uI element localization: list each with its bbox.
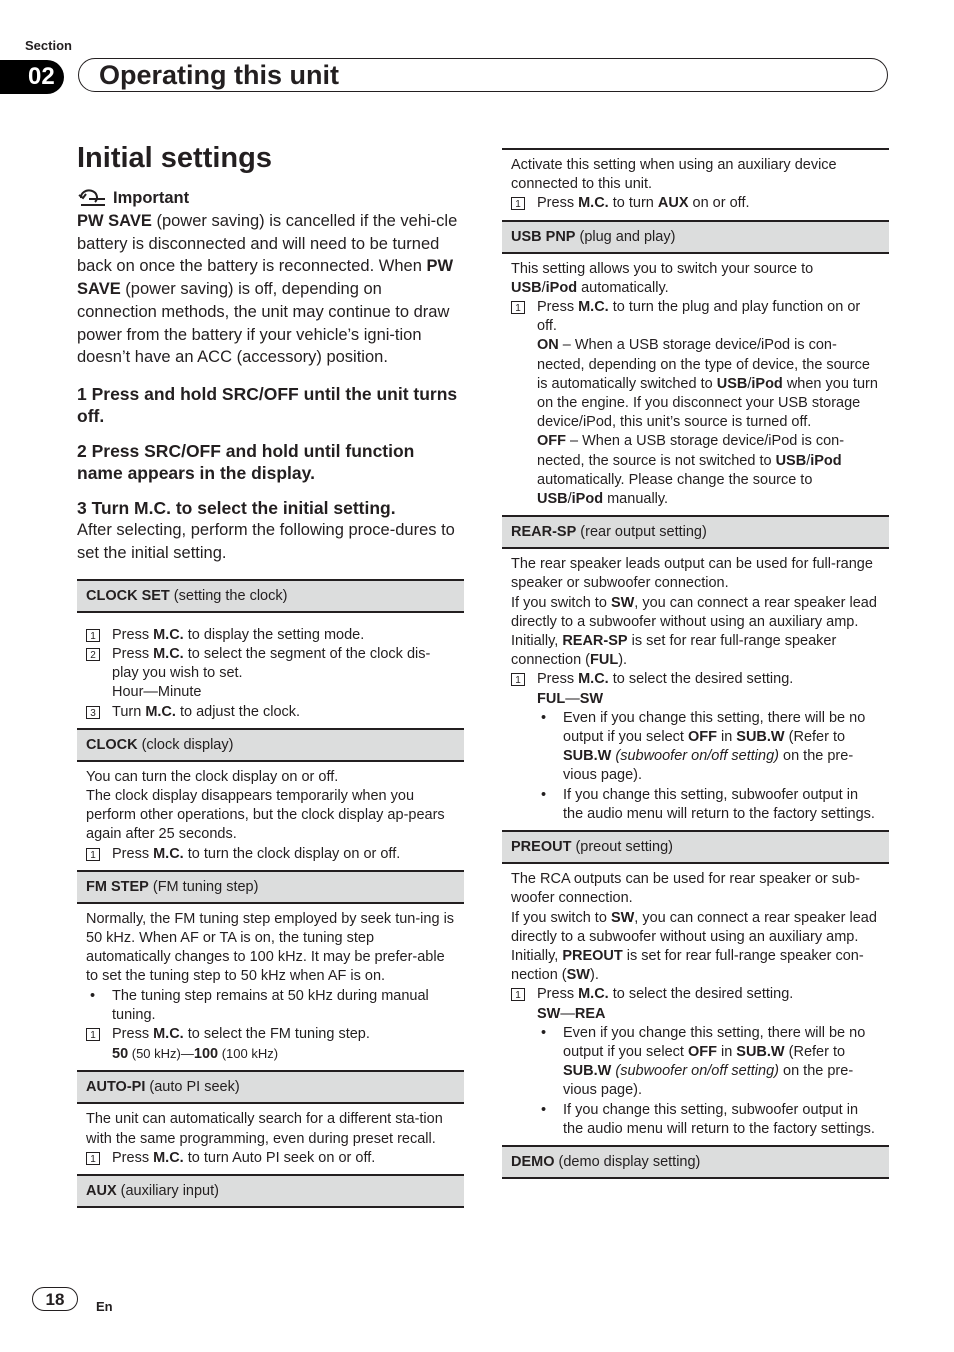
- bullet: •: [541, 1024, 547, 1041]
- clock-set-header: CLOCK SET (setting the clock): [77, 581, 464, 613]
- step-number: 1: [511, 988, 525, 1001]
- preout-body: The RCA outputs can be used for rear speaker or sub-woofer connection. If you switch to SW, you can connect a rear speaker lead directly to a subwoofer without using an auxiliary amp. Initially, PREOUT is set for rear full-range speaker con-nection (SW). 1 Press M.C. to select the desired setting. SW—REA • Even if you change this setting, there will be no output if you select OFF in SUB.W (Refer to SUB.W (subwoofer on/off setting) on the pre-vious page). • If you change this setting, subwoofer output in the audio menu will return to the factory settings.: [502, 864, 889, 1147]
- aux-body: Activate this setting when using an auxiliary device connected to this unit. 1 Press M.C. to turn AUX on or off.: [502, 150, 889, 222]
- section-label: Section: [25, 38, 72, 53]
- bullet: •: [541, 786, 547, 803]
- step-3-description: After selecting, perform the following proce-dures to set the initial setting.: [77, 521, 455, 563]
- chapter-title: Operating this unit: [99, 60, 339, 90]
- step-number: 1: [86, 629, 100, 642]
- step-number: 2: [86, 648, 100, 661]
- chapter-header: [78, 58, 888, 92]
- fm-step-header: FM STEP (FM tuning step): [77, 872, 464, 904]
- page-number: 18: [32, 1287, 78, 1311]
- important-icon: [77, 188, 107, 208]
- language-label: En: [96, 1299, 113, 1314]
- step-number: 1: [86, 1152, 100, 1165]
- clock-set-body: 1 Press M.C. to display the setting mode. 2 Press M.C. to select the segment of the clock dis-play you wish to set. Hour—Minute 3 Turn M.C. to adjust the clock.: [77, 613, 464, 730]
- settings-table-right: [502, 148, 889, 1179]
- step-1: 1 Press and hold SRC/OFF until the unit turns off.: [77, 383, 458, 427]
- step-number: 1: [511, 673, 525, 686]
- step-number: 1: [511, 197, 525, 210]
- important-heading: [77, 188, 464, 208]
- settings-table-left: [77, 579, 464, 1208]
- rear-sp-body: The rear speaker leads output can be used for full-range speaker or subwoofer connection. If you switch to SW, you can connect a rear speaker lead directly to a subwoofer without using an auxiliary amp. Initially, REAR-SP is set for rear full-range speaker connection (FUL). 1 Press M.C. to select the desired setting. FUL—SW • Even if you change this setting, there will be no output if you select OFF in SUB.W (Refer to SUB.W (subwoofer on/off setting) on the pre-vious page). • If you change this setting, subwoofer output in the audio menu will return to the factory settings.: [502, 549, 889, 832]
- auto-pi-body: The unit can automatically search for a different sta-tion with the same programming, even during preset recall. 1 Press M.C. to turn Auto PI seek on or off.: [77, 1104, 464, 1176]
- rear-sp-header: REAR-SP (rear output setting): [502, 517, 889, 549]
- usb-pnp-body: This setting allows you to switch your source to USB/iPod automatically. 1 Press M.C. to turn the plug and play function on or off. ON – When a USB storage device/iPod is con-nected, depending on the type of device, the source is automatically switched to USB/iPod when you turn on the engine. If you disconnect your USB storage device/iPod, this unit’s source is turned off. OFF – When a USB storage device/iPod is con-nected, the source is not switched to USB/iPod automatically. Please change the source to USB/iPod manually.: [502, 254, 889, 518]
- step-3: 3 Turn M.C. to select the initial setting.: [77, 497, 396, 518]
- auto-pi-header: AUTO-PI (auto PI seek): [77, 1072, 464, 1104]
- bullet: •: [90, 987, 96, 1004]
- aux-header: AUX (auxiliary input): [77, 1176, 464, 1208]
- important-text: PW SAVE (power saving) is cancelled if the vehi-cle battery is disconnected and will need to be turned back on once the battery is reconnected. When PW SAVE (power saving) is off, depending on connection methods, the unit may continue to draw power from the battery if your vehicle’s igni-tion doesn’t have an ACC (accessory) position.: [77, 212, 458, 367]
- step-number: 1: [511, 301, 525, 314]
- left-column: [77, 138, 464, 1208]
- page-title: Initial settings: [77, 142, 272, 174]
- bullet: •: [541, 1101, 547, 1118]
- usb-pnp-header: USB PNP (plug and play): [502, 222, 889, 254]
- step-number: 1: [86, 848, 100, 861]
- demo-header: DEMO (demo display setting): [502, 1147, 889, 1179]
- fm-step-body: Normally, the FM tuning step employed by seek tun-ing is 50 kHz. When AF or TA is on, the tuning step automatically changes to 100 kHz. It may be prefer-able to set the tuning step to 50 kHz when AF is on. • The tuning step remains at 50 kHz during manual tuning. 1 Press M.C. to select the FM tuning step. 50 (50 kHz)—100 (100 kHz): [77, 904, 464, 1073]
- clock-body: You can turn the clock display on or off. The clock display disappears temporarily when you perform other operations, but the clock display ap-pears again after 25 seconds. 1 Press M.C. to turn the clock display on or off.: [77, 762, 464, 872]
- clock-header: CLOCK (clock display): [77, 730, 464, 762]
- section-number-badge: 02: [0, 60, 64, 94]
- step-number: 1: [86, 1028, 100, 1041]
- important-label: Important: [113, 188, 190, 207]
- preout-header: PREOUT (preout setting): [502, 832, 889, 864]
- step-2: 2 Press SRC/OFF and hold until function name appears in the display.: [77, 440, 415, 484]
- step-number: 3: [86, 706, 100, 719]
- right-column: [502, 148, 889, 1179]
- bullet: •: [541, 709, 547, 726]
